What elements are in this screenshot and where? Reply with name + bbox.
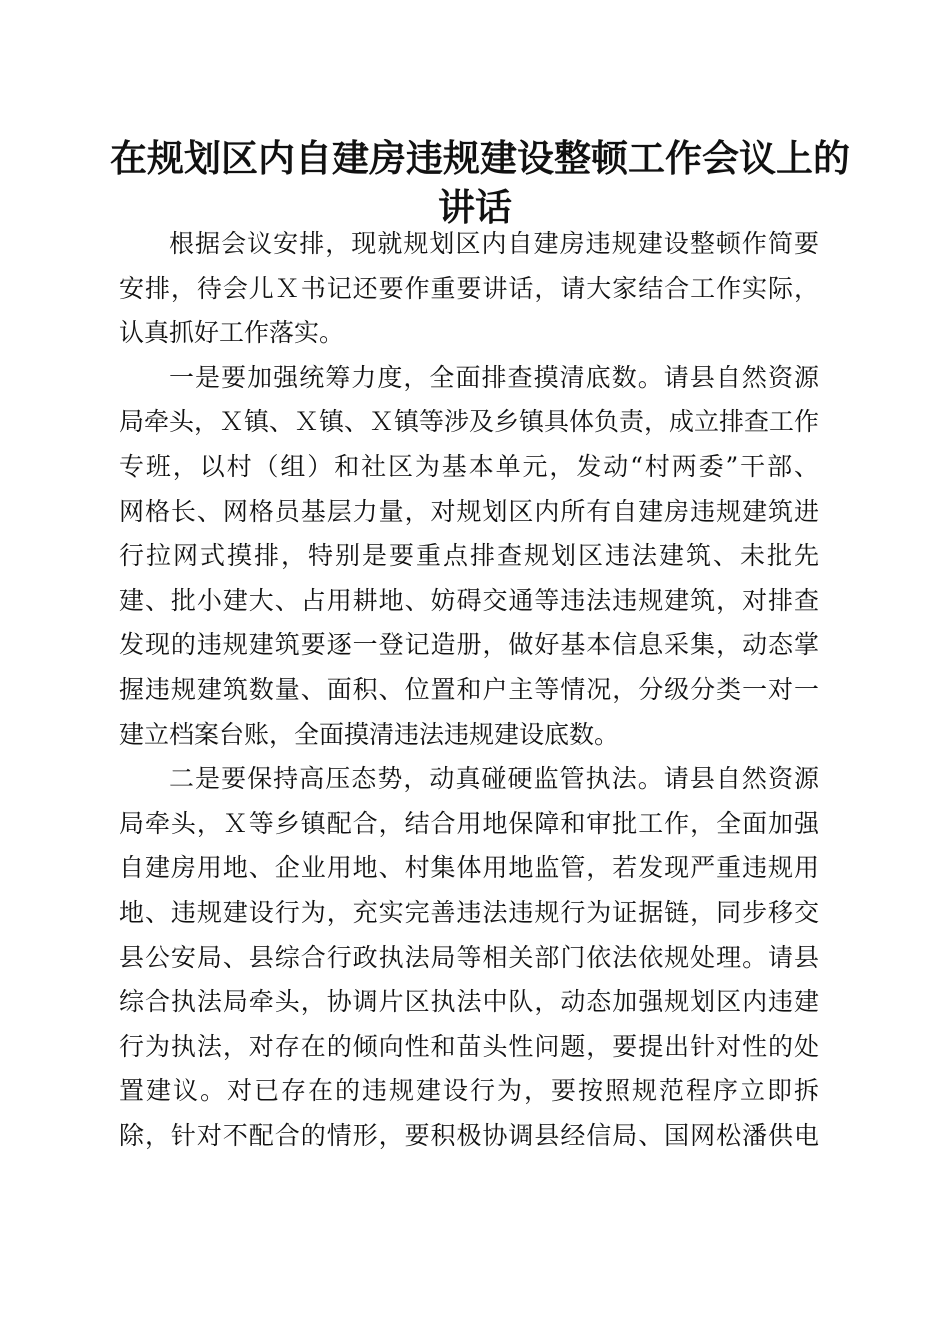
paragraph-line: 建、批小建大、占用耕地、妨碍交通等违法违规建筑，对排查	[119, 585, 819, 615]
paragraph-line: 安排，待会儿Ｘ书记还要作重要讲话，请大家结合工作实际，	[119, 273, 819, 303]
paragraph-line: 专班，以村（组）和社区为基本单元，发动“村两委”干部、	[119, 451, 819, 481]
paragraph-line: 二是要保持高压态势，动真碰硬监管执法。请县自然资源	[169, 764, 819, 794]
paragraph-line: 地、违规建设行为，充实完善违法违规行为证据链，同步移交	[119, 897, 819, 927]
paragraph-line: 发现的违规建筑要逐一登记造册，做好基本信息采集，动态掌	[119, 630, 819, 660]
paragraph-point-one	[119, 356, 819, 757]
paragraph-line: 行为执法，对存在的倾向性和苗头性问题，要提出针对性的处	[119, 1031, 819, 1061]
paragraph-line: 行拉网式摸排，特别是要重点排查规划区违法建筑、未批先	[119, 541, 819, 571]
paragraph-line: 建立档案台账，全面摸清违法违规建设底数。	[119, 719, 620, 749]
paragraph-line: 认真抓好工作落实。	[119, 318, 345, 348]
paragraph-line: 除，针对不配合的情形，要积极协调县经信局、国网松潘供电	[119, 1120, 819, 1150]
paragraph-line: 根据会议安排，现就规划区内自建房违规建设整顿作简要	[169, 229, 819, 258]
paragraph-line: 自建房用地、企业用地、村集体用地监管，若发现严重违规用	[119, 853, 819, 883]
paragraph-line: 综合执法局牵头，协调片区执法中队，动态加强规划区内违建	[119, 987, 819, 1017]
paragraph-point-two	[119, 757, 819, 1158]
paragraph-line: 网格长、网格员基层力量，对规划区内所有自建房违规建筑进	[119, 496, 819, 526]
paragraph-line: 一是要加强统筹力度，全面排查摸清底数。请县自然资源	[169, 362, 819, 392]
title-line: 讲话	[438, 185, 512, 229]
document-title	[110, 134, 850, 232]
title-line: 在规划区内自建房违规建设整顿工作会议上的	[110, 136, 850, 180]
paragraph-intro	[119, 222, 819, 356]
paragraph-line: 县公安局、县综合行政执法局等相关部门依法依规处理。请县	[119, 942, 819, 972]
paragraph-line: 握违规建筑数量、面积、位置和户主等情况，分级分类一对一	[119, 674, 819, 704]
document-body	[119, 222, 819, 1158]
paragraph-line: 置建议。对已存在的违规建设行为，要按照规范程序立即拆	[119, 1076, 819, 1106]
paragraph-line: 局牵头，Ｘ镇、Ｘ镇、Ｘ镇等涉及乡镇具体负责，成立排查工作	[119, 407, 820, 437]
paragraph-line: 局牵头，Ｘ等乡镇配合，结合用地保障和审批工作，全面加强	[119, 808, 819, 838]
